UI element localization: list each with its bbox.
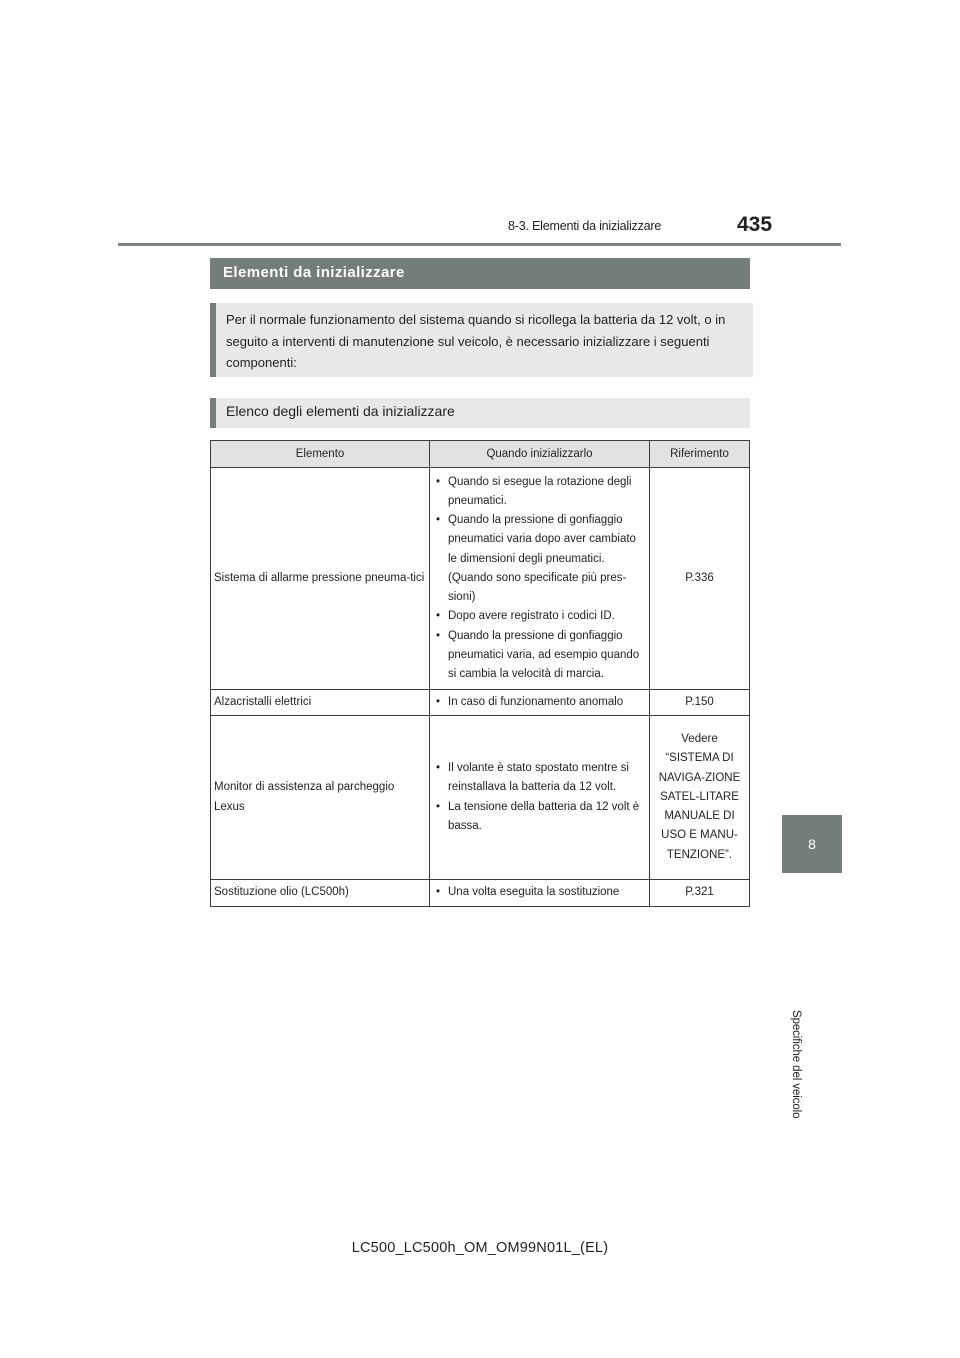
reference-cell[interactable]: P.336 <box>650 468 750 690</box>
when-cell <box>430 468 650 690</box>
header-divider <box>118 243 841 246</box>
chapter-label: Specifiche del veicolo <box>790 1010 802 1119</box>
table-header-row <box>211 441 750 468</box>
reference-cell[interactable]: P.150 <box>650 690 750 716</box>
item-cell: Alzacristalli elettrici <box>211 690 430 716</box>
when-list <box>434 473 645 684</box>
list-item: • Dopo avere registrato i codici ID. <box>434 607 645 626</box>
when-cell <box>430 716 650 880</box>
list-item: • In caso di funzionamento anomalo <box>434 693 645 712</box>
list-item: • Quando la pressione di gonfiaggio pneumatici varia dopo aver cambiato le dimensioni degli pneumatici. (Quando sono specificate più pres-sioni) <box>434 511 645 607</box>
list-item: • La tensione della batteria da 12 volt è bassa. <box>434 798 645 836</box>
item-cell: Sistema di allarme pressione pneuma-tici <box>211 468 430 690</box>
reference-cell: Vedere “SISTEMA DI NAVIGA-ZIONE SATEL-LITARE MANUALE DI USO E MANU-TENZIONE”. <box>650 716 750 880</box>
section-title: 8-3. Elementi da inizializzare <box>508 219 662 233</box>
item-cell: Sostituzione olio (LC500h) <box>211 880 430 907</box>
when-cell <box>430 690 650 716</box>
header-item: Elemento <box>211 441 430 468</box>
initialization-table <box>210 440 750 907</box>
reference-cell[interactable]: P.321 <box>650 880 750 907</box>
section-banner: Elementi da inizializzare <box>210 258 750 289</box>
subsection-heading: Elenco degli elementi da inizializzare <box>210 398 750 428</box>
table-row <box>211 690 750 716</box>
list-item: • Quando si esegue la rotazione degli pneumatici. <box>434 473 645 511</box>
header-when: Quando inizializzarlo <box>430 441 650 468</box>
table-row <box>211 468 750 690</box>
list-item: • Il volante è stato spostato mentre si reinstallava la batteria da 12 volt. <box>434 759 645 797</box>
when-cell <box>430 880 650 907</box>
when-list <box>434 693 645 712</box>
document-code: LC500_LC500h_OM_OM99N01L_(EL) <box>351 1240 609 1256</box>
when-list <box>434 759 645 836</box>
table-row <box>211 716 750 880</box>
when-list <box>434 883 645 902</box>
list-item: • Quando la pressione di gonfiaggio pneumatici varia, ad esempio quando si cambia la velocità di marcia. <box>434 627 645 685</box>
intro-box: Per il normale funzionamento del sistema quando si ricollega la batteria da 12 volt, o in seguito a interventi di manutenzione sul veicolo, è necessario inizializzare i seguenti componenti: <box>210 303 753 377</box>
table-row <box>211 880 750 907</box>
list-item: • Una volta eseguita la sostituzione <box>434 883 645 902</box>
item-cell: Monitor di assistenza al parcheggio Lexus <box>211 716 430 880</box>
chapter-tab[interactable]: 8 <box>782 815 842 873</box>
page-number: 435 <box>737 213 773 236</box>
header-reference: Riferimento <box>650 441 750 468</box>
